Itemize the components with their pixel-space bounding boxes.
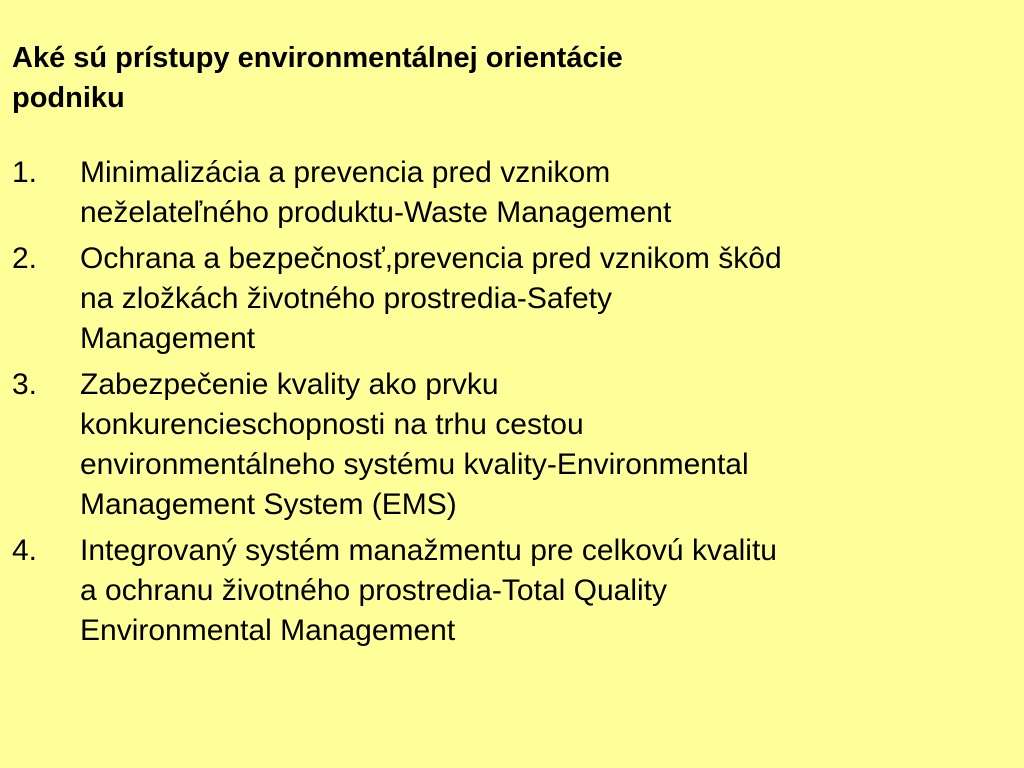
list-item-number: 3. (12, 368, 38, 401)
list-item-number: 2. (12, 242, 38, 275)
list-item-text: Zabezpečenie kvality ako prvku konkurencieschopnosti na trhu cestou environmentálneho systému kvality-Environmental Management System (EMS) (80, 368, 749, 521)
numbered-list (12, 153, 1012, 657)
list-item (12, 365, 1012, 525)
slide-title: Aké sú prístupy environmentálnej orientácie podniku (12, 42, 623, 114)
list-item (12, 239, 1012, 359)
list-item-number: 4. (12, 534, 38, 567)
list-item (12, 153, 1012, 233)
list-item-text: Ochrana a bezpečnosť,prevencia pred vznikom škôd na zložkách životného prostredia-Safety Management (80, 242, 782, 355)
list-item (12, 531, 1012, 651)
list-item-text: Minimalizácia a prevencia pred vznikom neželateľného produktu-Waste Management (80, 156, 672, 229)
list-item-number: 1. (12, 156, 38, 189)
list-item-text: Integrovaný systém manažmentu pre celkovú kvalitu a ochranu životného prostredia-Total Quality Environmental Management (80, 534, 777, 647)
